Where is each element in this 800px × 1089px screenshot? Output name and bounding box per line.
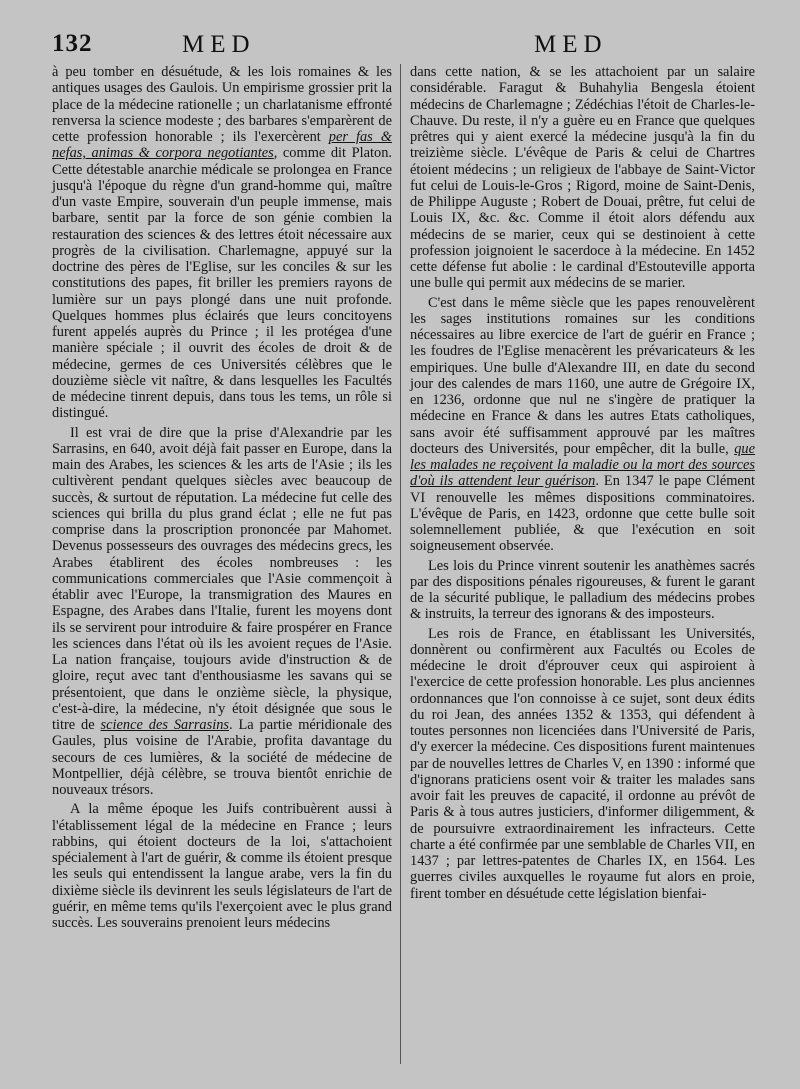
- text-run: C'est dans le même siècle que les papes renouvelèrent les sages institutions romaines sur les conditions nécessaires au libre exercice de l'art de guérir en France ; les foudres de l'Eglise menacèrent les prévaricateurs & les empiriques. Une bulle d'Alexandre III, en date du second jour des calendes de mars 1160, une autre de Grégoire IX, en 1236, ordonne que nul ne s'ingère de pratiquer la médecine en France & dans les autres Etats catholiques, sans avoir été suffisamment approuvé par les maîtres docteurs des Universités, pour empêcher, dit la bulle,: [410, 294, 755, 457]
- paragraph: [410, 64, 755, 292]
- running-head-left: MED: [182, 31, 256, 58]
- text-run: Il est vrai de dire que la prise d'Alexandrie par les Sarrasins, en 640, avoit déjà fait passer en Europe, dans la main des Arabes, les sciences & les arts de l'Asie ; ils les cultivèrent pendant quelques siècles avec beaucoup de succès, & surtout de réputation. La médecine fut celle des sciences qui brilla du plus grand éclat ; elle ne fut pas comprise dans la proscription prononcée par Mahomet. Devenus possesseurs des ouvrages des médecins grecs, les Arabes établirent des écoles nombreuses : les communications commerciales que l'Asie commençoit à établir avec l'Europe, la transmigration des Maures en Espagne, des Arabes dans l'Italie, furent les moyens dont ils se servirent pour introduire & faire prospérer en France les sciences dans l'état où ils les avoient reçues de l'Asie. La nation française, toujours avide d'instruction & de gloire, reçut avec tant d'enthousiasme les savans qui se présentoient, que dans le onzième siècle, la physique, c'est-à-dire, la médecine, n'y étoit désignée que sous le titre de: [52, 424, 392, 733]
- text-run: Les rois de France, en établissant les Universités, donnèrent ou confirmèrent aux Facultés ou Ecoles de médecine le droit d'éprouver ceux qui aspiroient à l'exercice de cette profession honorable. Les plus anciennes ordonnances que l'on connoisse à ce sujet, sont deux édits du roi Jean, des années 1352 & 1353, qui défendent à toutes personnes non licenciées dans l'Université de Paris, d'y exercer la médecine. Ces dispositions furent maintenues par de nouvelles lettres de Charles V, en 1390 : informé que d'ignorans praticiens osent voir & traiter les malades sans avoir fait les preuves de capacité, il ordonne au prévôt de Paris & à tous autres justiciers, d'informer diligemment, & de poursuivre extraordinairement les infracteurs. Cette charte a été confirmée par une semblable de Charles VII, en 1437 ; par lettres-patentes de Charles IX, en 1564. Les guerres civiles auxquelles le royaume fut alors en proie, firent tomber en désuétude cette législation bienfai-: [410, 625, 755, 902]
- page-number: 132: [52, 30, 93, 57]
- right-text-column: [410, 64, 755, 902]
- paragraph: [52, 801, 392, 931]
- text-run: Les lois du Prince vinrent soutenir les anathèmes sacrés par des dispositions pénales rigoureuses, & furent le garant de la sécurité publique, le palladium des médecins probes & instruits, la terreur des ignorans & des imposteurs.: [410, 557, 755, 623]
- paragraph: [52, 64, 392, 422]
- italic-quote: que les malades ne reçoivent la maladie ou la mort des sources d'où ils attendent leur guérison: [410, 440, 755, 490]
- paragraph: [410, 295, 755, 555]
- text-run: à peu tomber en désuétude, & les lois romaines & les antiques usages des Gaulois. Un empirisme grossier prit la place de la médecine rationelle ; un charlatanisme effronté renversa la science modeste ; des barbares s'emparèrent de cette profession honorable ; ils l'exercèrent: [52, 64, 392, 145]
- text-run: A la même époque les Juifs contribuèrent aussi à l'établissement légal de la médecine en France ; leurs rabbins, qui étoient docteurs de la loi, s'attachoient spécialement à l'art de guérir, & comme ils étoient presque les seuls qui entendissent la langue arabe, vers la fin du dixième siècle ils devinrent les seuls législateurs de l'art de guérir, en même tems qu'ils l'exerçoient avec le plus grand succès. Les souverains prenoient leurs médecins: [52, 801, 392, 931]
- italic-quote: science des Sarrasins: [100, 717, 230, 733]
- page-header: [0, 30, 800, 60]
- column-divider: [400, 64, 401, 1064]
- text-run: dans cette nation, & se les attachoient par un salaire considérable. Faragut & Buhahylia Bengesla étoient médecins de Charlemagne ; Zédéchias l'étoit de Charles-le-Chauve. Du reste, il n'y a guère eu en France que quelques prêtres qui y aient exercé la médecine jusqu'à la fin du treizième siècle. L'évêque de Paris & celui de Chartres étoient médecins ; un religieux de l'abbaye de Saint-Victor fut celui de Louis-le-Gros ; Rigord, moine de Saint-Denis, de Philippe Auguste ; Robert de Douai, prêtre, fut celui de Louis IX, &c. &c. Comme il étoit alors défendu aux médecins de se marier, ceux qui se destinoient à cette profession joignoient le sacerdoce à la médecine. En 1452 cette défense fut abolie : le cardinal d'Estouteville apporta une bulle qui permit aux médecins de se marier.: [410, 64, 755, 292]
- left-text-column: [52, 64, 392, 931]
- paragraph: [52, 425, 392, 799]
- text-run: , comme dit Platon. Cette détestable anarchie médicale se prolongea en France jusqu'à l'époque du règne d'un grand-homme qui, maître d'un vaste Empire, souverain d'un peuple immense, mais barbare, sentit par la force de son génie combien la restauration des sciences & des lettres étoit nécessaire aux progrès de la civilisation. Charlemagne, appuyé sur la doctrine des pères de l'Eglise, sur les conciles & sur les constitutions des papes, fit briller les premiers rayons de lumière sur un pays plongé dans une nuit profonde. Quelques hommes plus éclairés que leurs concitoyens furent appelés auprès du Prince ; il les protégea d'une manière spéciale ; il ouvrit des écoles de droit & de médecine, germes de ces Universités célèbres que le douzième siècle vit naître, & dans lesquelles les Facultés de médecine tinrent depuis, dans tous les tems, un rôle si distingué.: [52, 145, 392, 422]
- text-run: . En 1347 le pape Clément VI renouvelle les mêmes dispositions comminatoires. L'évêque de Paris, en 1423, ordonne que cette bulle soit solemnellement publiée, & que l'exécution en soit soigneusement observée.: [410, 473, 755, 555]
- running-head-right: MED: [534, 31, 608, 58]
- paragraph: [410, 558, 755, 623]
- italic-quote: per fas & nefas, animas & corpora negotiantes: [52, 129, 392, 162]
- text-run: . La partie méridionale des Gaules, plus voisine de l'Arabie, profita davantage du secours de ces lumières, & la société de médecine de Montpellier, déjà célèbre, se trouva bientôt enrichie de nouveaux trésors.: [52, 717, 392, 798]
- paragraph: [410, 626, 755, 902]
